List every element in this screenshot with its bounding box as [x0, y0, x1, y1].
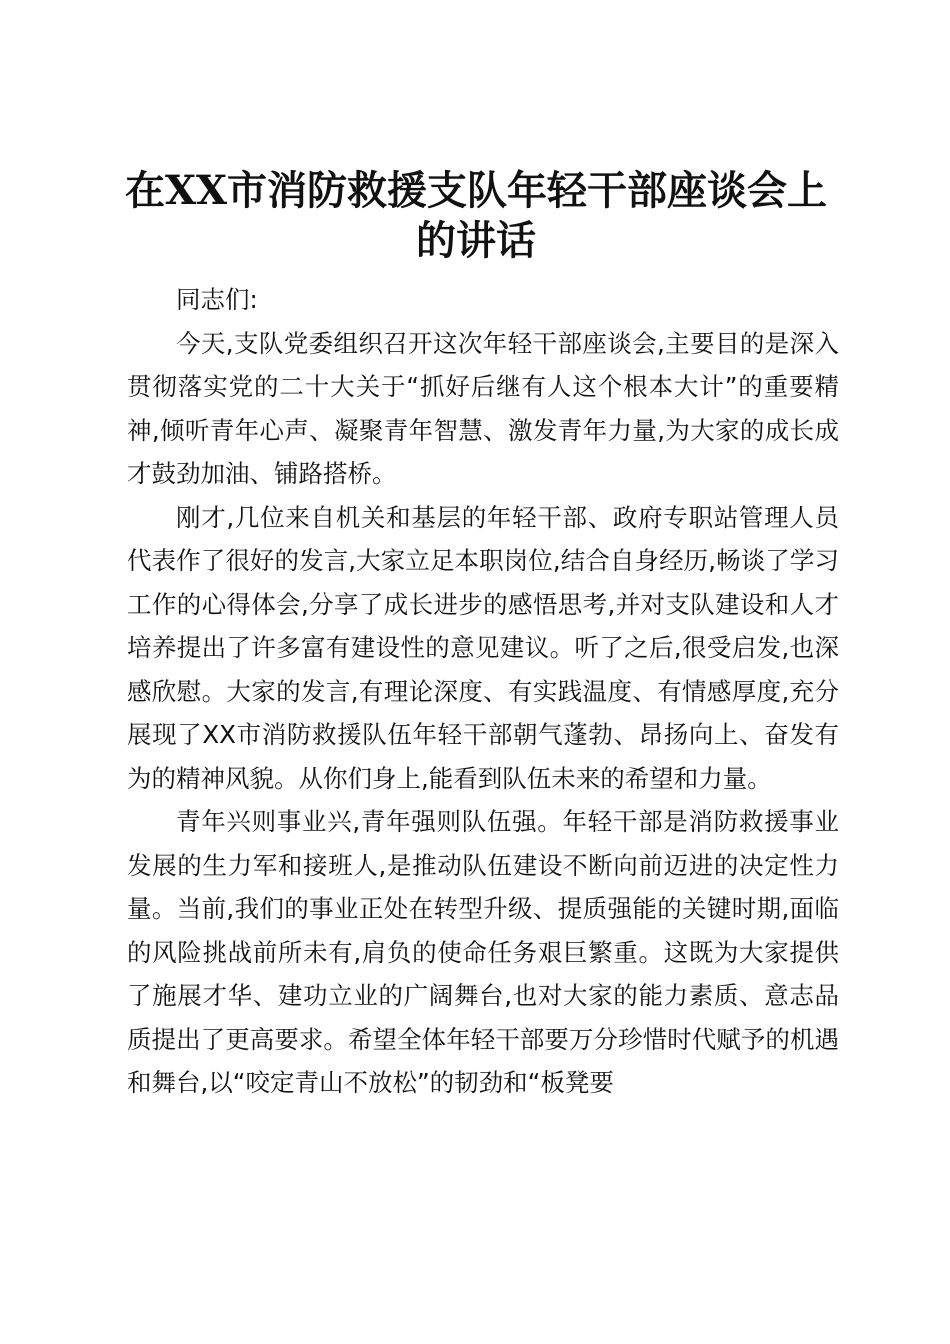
document-body [127, 278, 839, 1105]
paragraph: 青年兴则事业兴,青年强则队伍强。年轻干部是消防救援事业发展的生力军和接班人,是推动队伍建设不断向前迈进的决定性力量。当前,我们的事业正处在转型升级、提质强能的关键时期,面临的风险挑战前所未有,肩负的使命任务艰巨繁重。这既为大家提供了施展才华、建功立业的广阔舞台,也对大家的能力素质、意志品质提出了更高要求。希望全体年轻干部要万分珍惜时代赋予的机遇和舞台,以“咬定青山不放松”的韧劲和“板凳要 [127, 807, 839, 1097]
paragraph: 今天,支队党委组织召开这次年轻干部座谈会,主要目的是深入贯彻落实党的二十大关于“抓好后继有人这个根本大计”的重要精神,倾听青年心声、凝聚青年智慧、激发青年力量,为大家的成长成才鼓劲加油、铺路搭桥。 [127, 328, 839, 488]
paragraph: 刚才,几位来自机关和基层的年轻干部、政府专职站管理人员代表作了很好的发言,大家立足本职岗位,结合自身经历,畅谈了学习工作的心得体会,分享了成长进步的感悟思考,并对支队建设和人才培养提出了许多富有建设性的意见建议。听了之后,很受启发,也深感欣慰。大家的发言,有理论深度、有实践温度、有情感厚度,充分展现了XX市消防救援队伍年轻干部朝气蓬勃、昂扬向上、奋发有为的精神风貌。从你们身上,能看到队伍未来的希望和力量。 [127, 502, 839, 793]
document-title: 在XX市消防救援支队年轻干部座谈会上的讲话 [124, 167, 828, 264]
salutation: 同志们: [176, 285, 258, 314]
